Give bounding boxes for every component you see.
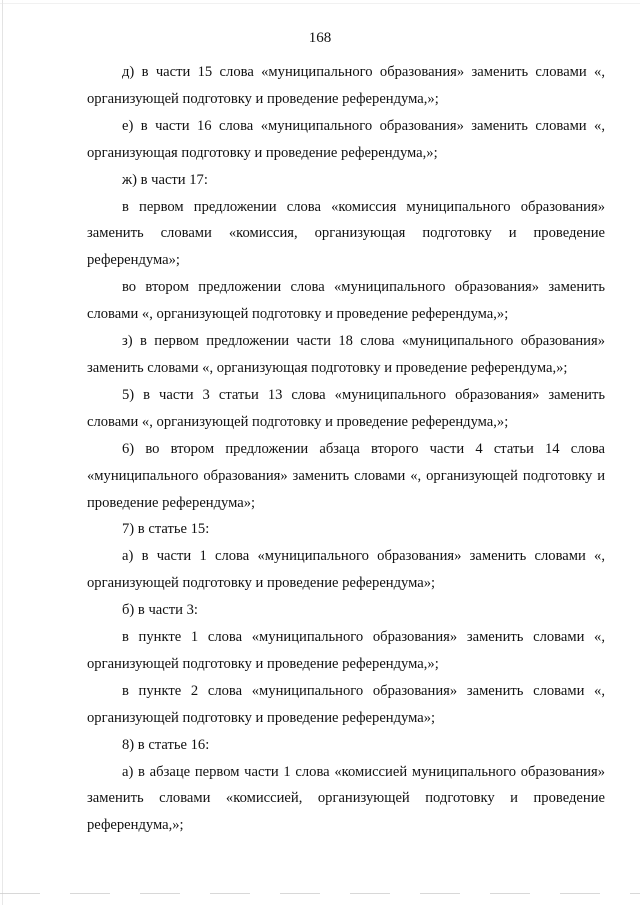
paragraph-zh: ж) в части 17: [122,171,208,188]
paragraph-7b: б) в части 3: [122,602,198,619]
document-body [87,59,605,839]
paragraph-d: д) в части 15 слова «муниципального образования» заменить словами «, организующей подготовку и проведение референдума,»; [87,64,605,107]
paragraph-6: 6) во втором предложении абзаца второго части 4 статьи 14 слова «муниципального образования» заменить словами «, организующей подготовку и проведение референдума»; [87,440,605,511]
scan-edge-left [2,0,3,905]
paragraph-point-1: в пункте 1 слова «муниципального образования» заменить словами «, организующей подготовку и проведение референдума,»; [87,629,605,672]
paragraph-first-sentence: в первом предложении слова «комиссия муниципального образования» заменить словами «комиссия, организующая подготовку и проведение референдума»; [87,198,605,269]
paragraph-7a: а) в части 1 слова «муниципального образования» заменить словами «, организующей подготовку и проведение референдума»; [87,548,605,592]
paragraph-5: 5) в части 3 статьи 13 слова «муниципального образования» заменить словами «, организующей подготовку и проведение референдума,»; [87,386,605,430]
paragraph-7: 7) в статье 15: [122,521,210,538]
paragraph-z: з) в первом предложении части 18 слова «муниципального образования» заменить словами «, организующая подготовку и проведение референдума,»; [87,333,605,376]
paragraph-8: 8) в статье 16: [122,736,210,753]
paragraph-point-2: в пункте 2 слова «муниципального образования» заменить словами «, организующей подготовку и проведение референдума»; [87,682,605,726]
page-number: 168 [308,30,332,46]
paragraph-8a: а) в абзаце первом части 1 слова «комиссией муниципального образования» заменить словами «комиссией, организующей подготовку и проведение референдума,»; [87,763,605,834]
scan-edge-top [0,3,640,4]
paragraph-e: е) в части 16 слова «муниципального образования» заменить словами «, организующая подготовку и проведение референдума,»; [87,117,605,161]
scan-edge-bottom [0,893,640,894]
paragraph-second-sentence: во втором предложении слова «муниципального образования» заменить словами «, организующей подготовку и проведение референдума,»; [87,279,605,323]
